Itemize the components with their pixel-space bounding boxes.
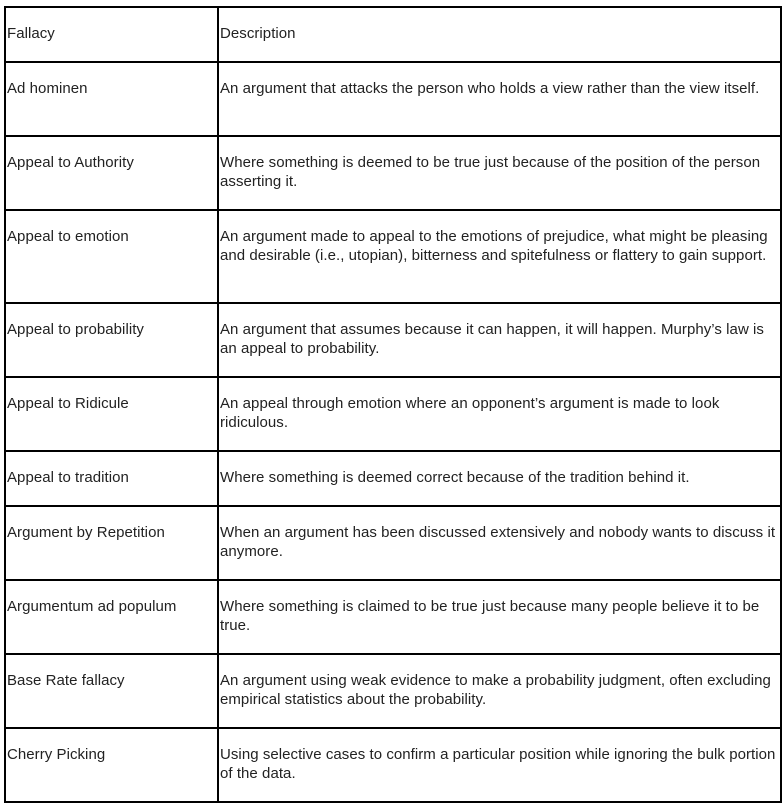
fallacy-table-container xyxy=(4,6,780,803)
description-cell: An argument that attacks the person who holds a view rather than the view itself. xyxy=(218,62,781,136)
table-row xyxy=(5,580,781,654)
fallacy-cell: Appeal to emotion xyxy=(5,210,218,303)
table-row xyxy=(5,210,781,303)
description-cell: Where something is deemed to be true just because of the position of the person asserting it. xyxy=(218,136,781,210)
fallacy-cell: Base Rate fallacy xyxy=(5,654,218,728)
fallacy-cell: Argument by Repetition xyxy=(5,506,218,580)
fallacy-cell: Cherry Picking xyxy=(5,728,218,802)
table-row xyxy=(5,377,781,451)
table-row xyxy=(5,303,781,377)
description-cell: Where something is claimed to be true just because many people believe it to be true. xyxy=(218,580,781,654)
description-cell: An appeal through emotion where an opponent’s argument is made to look ridiculous. xyxy=(218,377,781,451)
fallacy-table xyxy=(4,6,782,803)
fallacy-cell: Argumentum ad populum xyxy=(5,580,218,654)
fallacy-cell: Appeal to tradition xyxy=(5,451,218,506)
fallacy-cell: Appeal to probability xyxy=(5,303,218,377)
fallacy-cell: Appeal to Authority xyxy=(5,136,218,210)
description-cell: An argument that assumes because it can happen, it will happen. Murphy’s law is an appeal to probability. xyxy=(218,303,781,377)
table-row xyxy=(5,654,781,728)
header-fallacy: Fallacy xyxy=(5,7,218,62)
table-row xyxy=(5,506,781,580)
description-cell: An argument using weak evidence to make a probability judgment, often excluding empirical statistics about the probability. xyxy=(218,654,781,728)
fallacy-cell: Appeal to Ridicule xyxy=(5,377,218,451)
description-cell: Using selective cases to confirm a particular position while ignoring the bulk portion of the data. xyxy=(218,728,781,802)
table-row xyxy=(5,451,781,506)
table-row xyxy=(5,62,781,136)
table-header-row xyxy=(5,7,781,62)
fallacy-cell: Ad hominen xyxy=(5,62,218,136)
table-row xyxy=(5,136,781,210)
description-cell: Where something is deemed correct because of the tradition behind it. xyxy=(218,451,781,506)
description-cell: When an argument has been discussed extensively and nobody wants to discuss it anymore. xyxy=(218,506,781,580)
table-row xyxy=(5,728,781,802)
header-description: Description xyxy=(218,7,781,62)
description-cell: An argument made to appeal to the emotions of prejudice, what might be pleasing and desirable (i.e., utopian), bitterness and spitefulness or flattery to gain support. xyxy=(218,210,781,303)
